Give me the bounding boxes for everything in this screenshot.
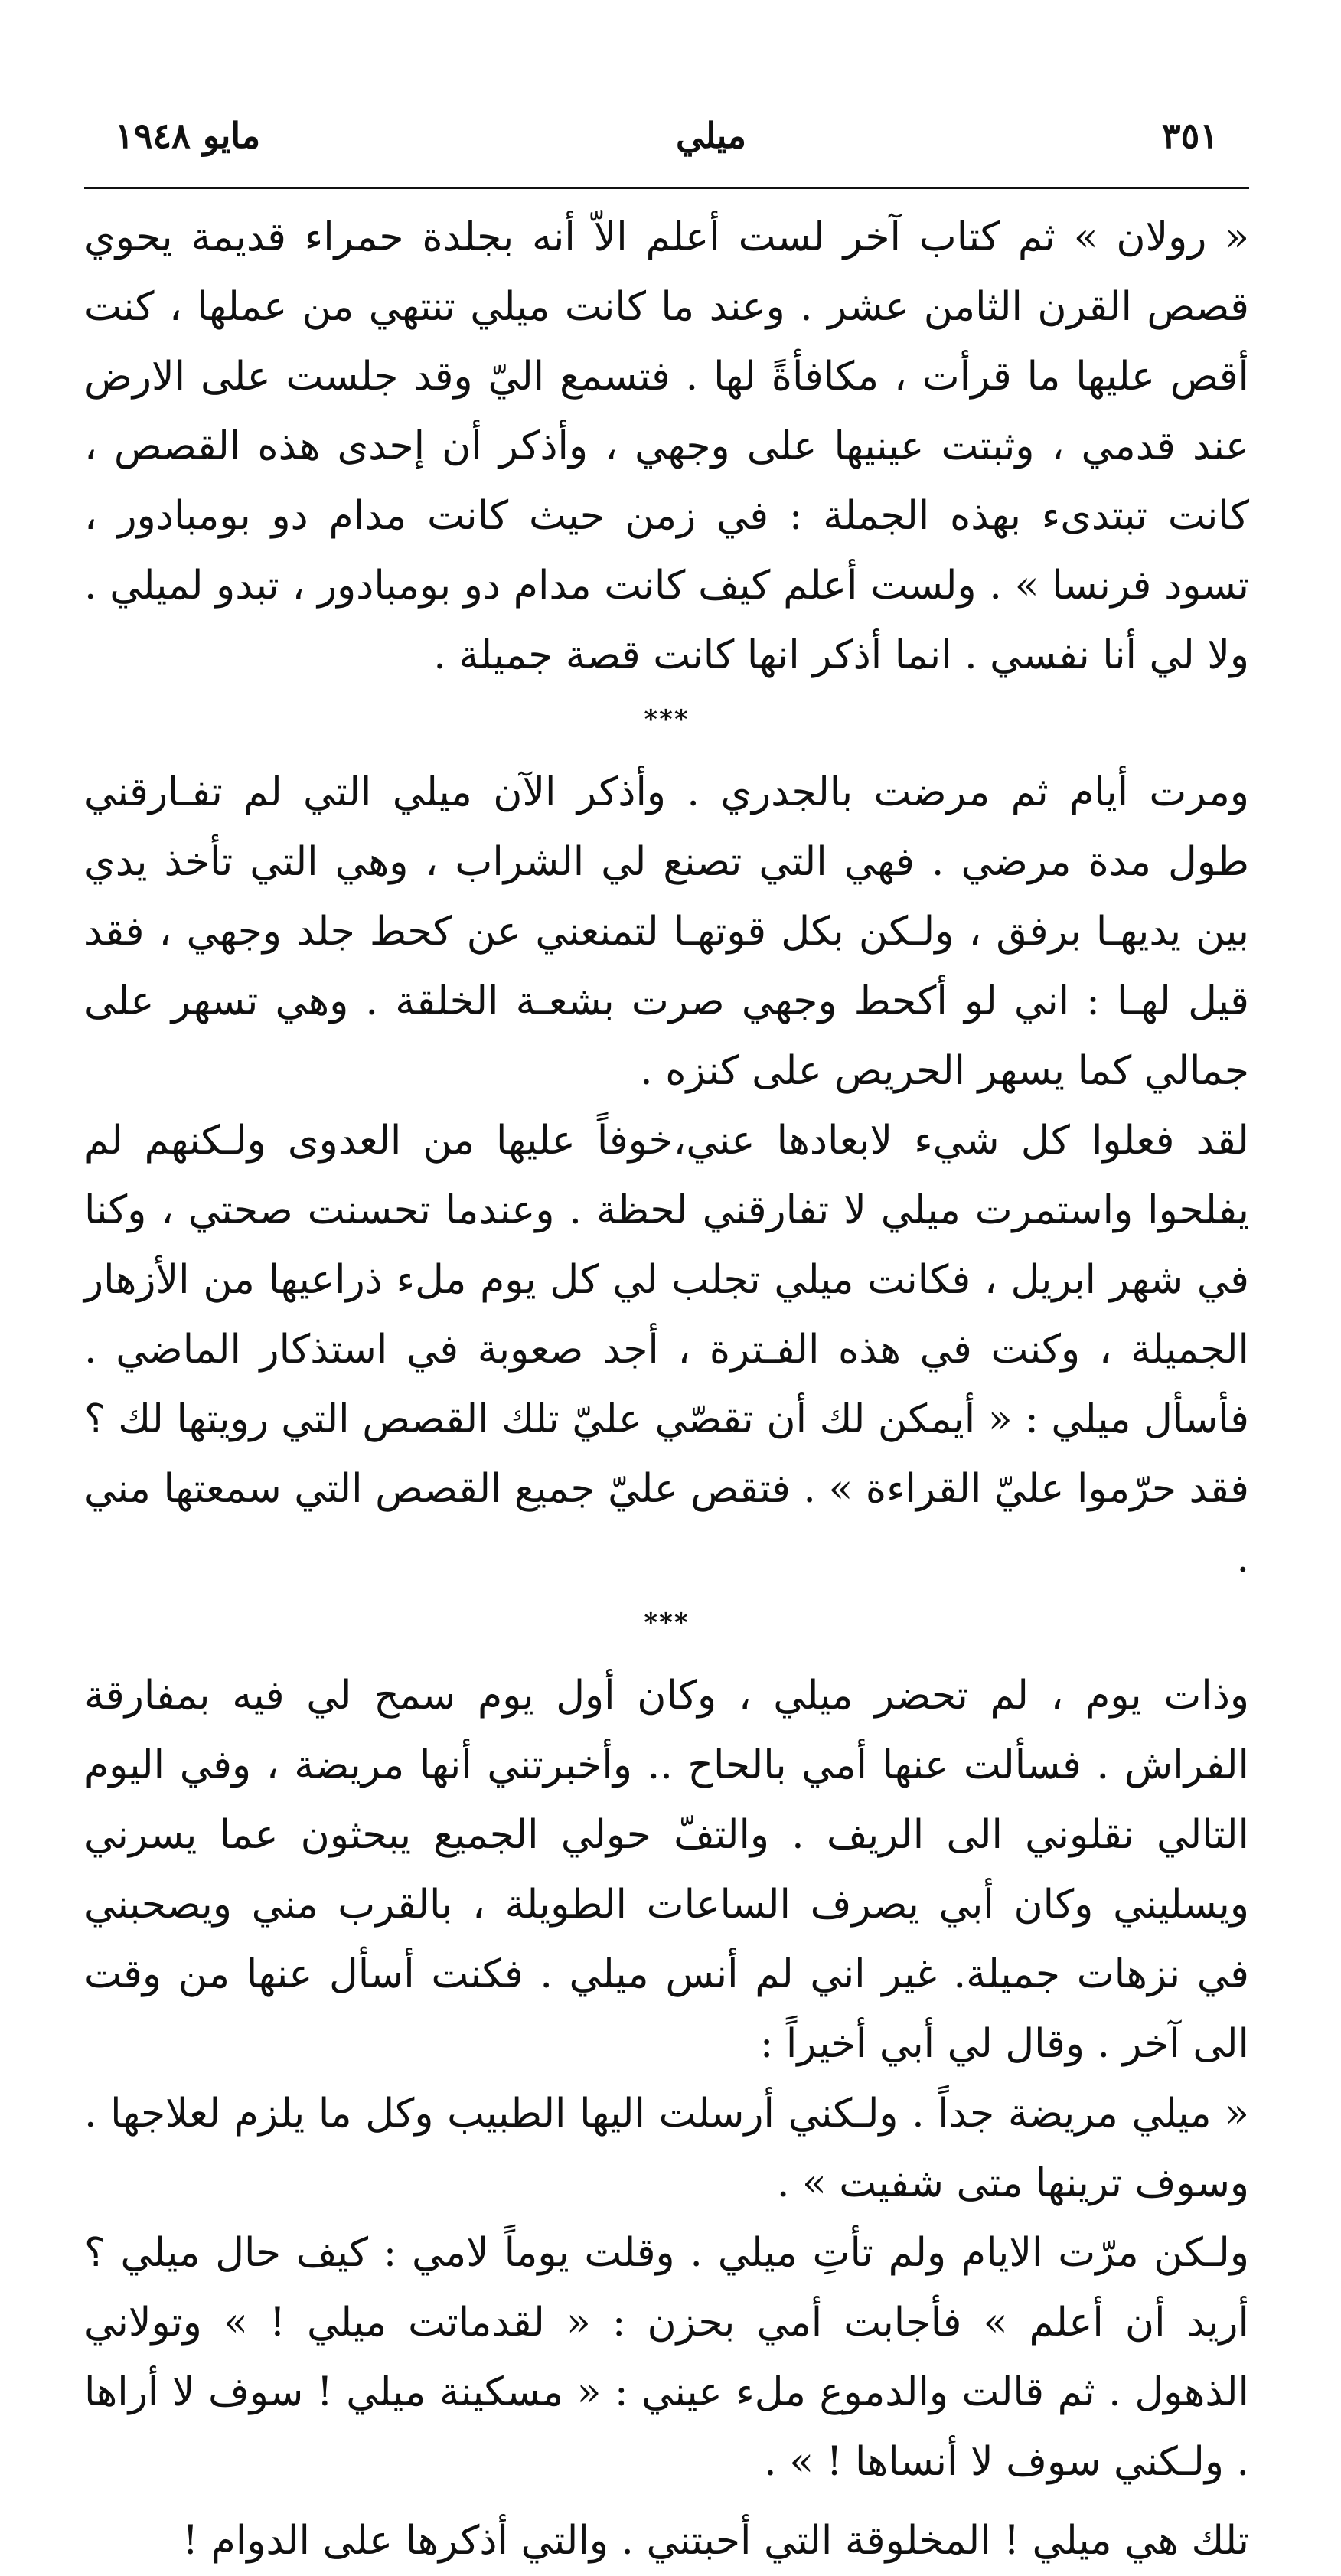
paragraph: ومرت أيام ثم مرضت بالجدري . وأذكر الآن ميلي التي لم تفـارقني طول مدة مرضي . فهي التي تصنع لي الشراب ، وهي التي تأخذ يدي بين يديهـا برفق ، ولـكن بكل قوتهـا لتمنعني عن كحط جلد وجهي ، فقد قيل لهـا : اني لو أكحط وجهي صرت بشعـة الخلقة . وهي تسهر على جمالي كما يسهر الحريص على كنزه . <box>84 769 1249 1094</box>
page-number: ٣٥١ <box>1161 115 1219 156</box>
paragraph: « ميلي مريضة جداً . ولـكني أرسلت اليها الطبيب وكل ما يلزم لعلاجها . وسوف ترينها متى شفيت » . <box>84 2091 1249 2206</box>
paragraph: « رولان » ثم كتاب آخر لست أعلم الاّ أنه بجلدة حمراء قديمة يحوي قصص القرن الثامن عشر . وعند ما كانت ميلي تنتهي من عملها ، كنت أقص عليها ما قرأت ، مكافأةً لها . فتسمع اليّ وقد جلست على الارض عند قدمي ، وثبتت عينيها على وجهي ، وأذكر أن إحدى هذه القصص ، كانت تبتدىء بهذه الجملة : في زمن حيث كانت مدام دو بومبادور ، تسود فرنسا » . ولست أعلم كيف كانت مدام دو بومبادور ، تبدو لميلي . ولا لي أنا نفسي . انما أذكر انها كانت قصة جميلة . <box>84 214 1249 678</box>
running-title: ميلي <box>675 115 747 156</box>
header-rule <box>84 187 1249 189</box>
paragraph: لقد فعلوا كل شيء لابعادها عني،خوفاً عليها من العدوى ولـكنهم لم يفلحوا واستمرت ميلي لا تفارقني لحظة . وعندما تحسنت صحتي ، وكنا في شهر ابريل ، فكانت ميلي تجلب لي كل يوم ملء ذراعيها من الأزهار الجميلة ، وكنت في هذه الفـترة ، أجد صعوبة في استذكار الماضي . فأسأل ميلي : « أيمكن لك أن تقصّي عليّ تلك القصص التي رويتها لك ؟ فقد حرّموا عليّ القراءة » . فتقص عليّ جميع القصص التي سمعتها مني . <box>84 1118 1249 1582</box>
closing-paragraph: تلك هي ميلي ! المخلوقة التي أحبتني . والتي أذكرها على الدوام ! <box>182 2518 1249 2564</box>
paragraph: وذات يوم ، لم تحضر ميلي ، وكان أول يوم سمح لي فيه بمفارقة الفراش . فسألت عنها أمي بالحاح .. وأخبرتني أنها مريضة ، وفي اليوم التالي نقلوني الى الريف . والتفّ حولي الجميع يبحثون عما يسرني ويسليني وكان أبي يصرف الساعات الطويلة ، بالقرب مني ويصحبني في نزهات جميلة. غير اني لم أنس ميلي . فكنت أسأل عنها من وقت الى آخر . وقال لي أبي أخيراً : <box>84 1673 1249 2067</box>
section-separator: *** <box>644 1608 690 1638</box>
section-separator: *** <box>644 704 690 735</box>
paragraph: ولـكن مرّت الايام ولم تأتِ ميلي . وقلت يوماً لامي : كيف حال ميلي ؟ أريد أن أعلم » فأجابت أمي بحزن : « لقدماتت ميلي ! » وتولاني الذهول . ثم قالت والدموع ملء عيني : « مسكينة ميلي ! سوف لا أراها . ولـكني سوف لا أنساها ! » . <box>84 2230 1249 2485</box>
page-header <box>84 115 1249 156</box>
issue-date: مايو ١٩٤٨ <box>115 115 261 156</box>
